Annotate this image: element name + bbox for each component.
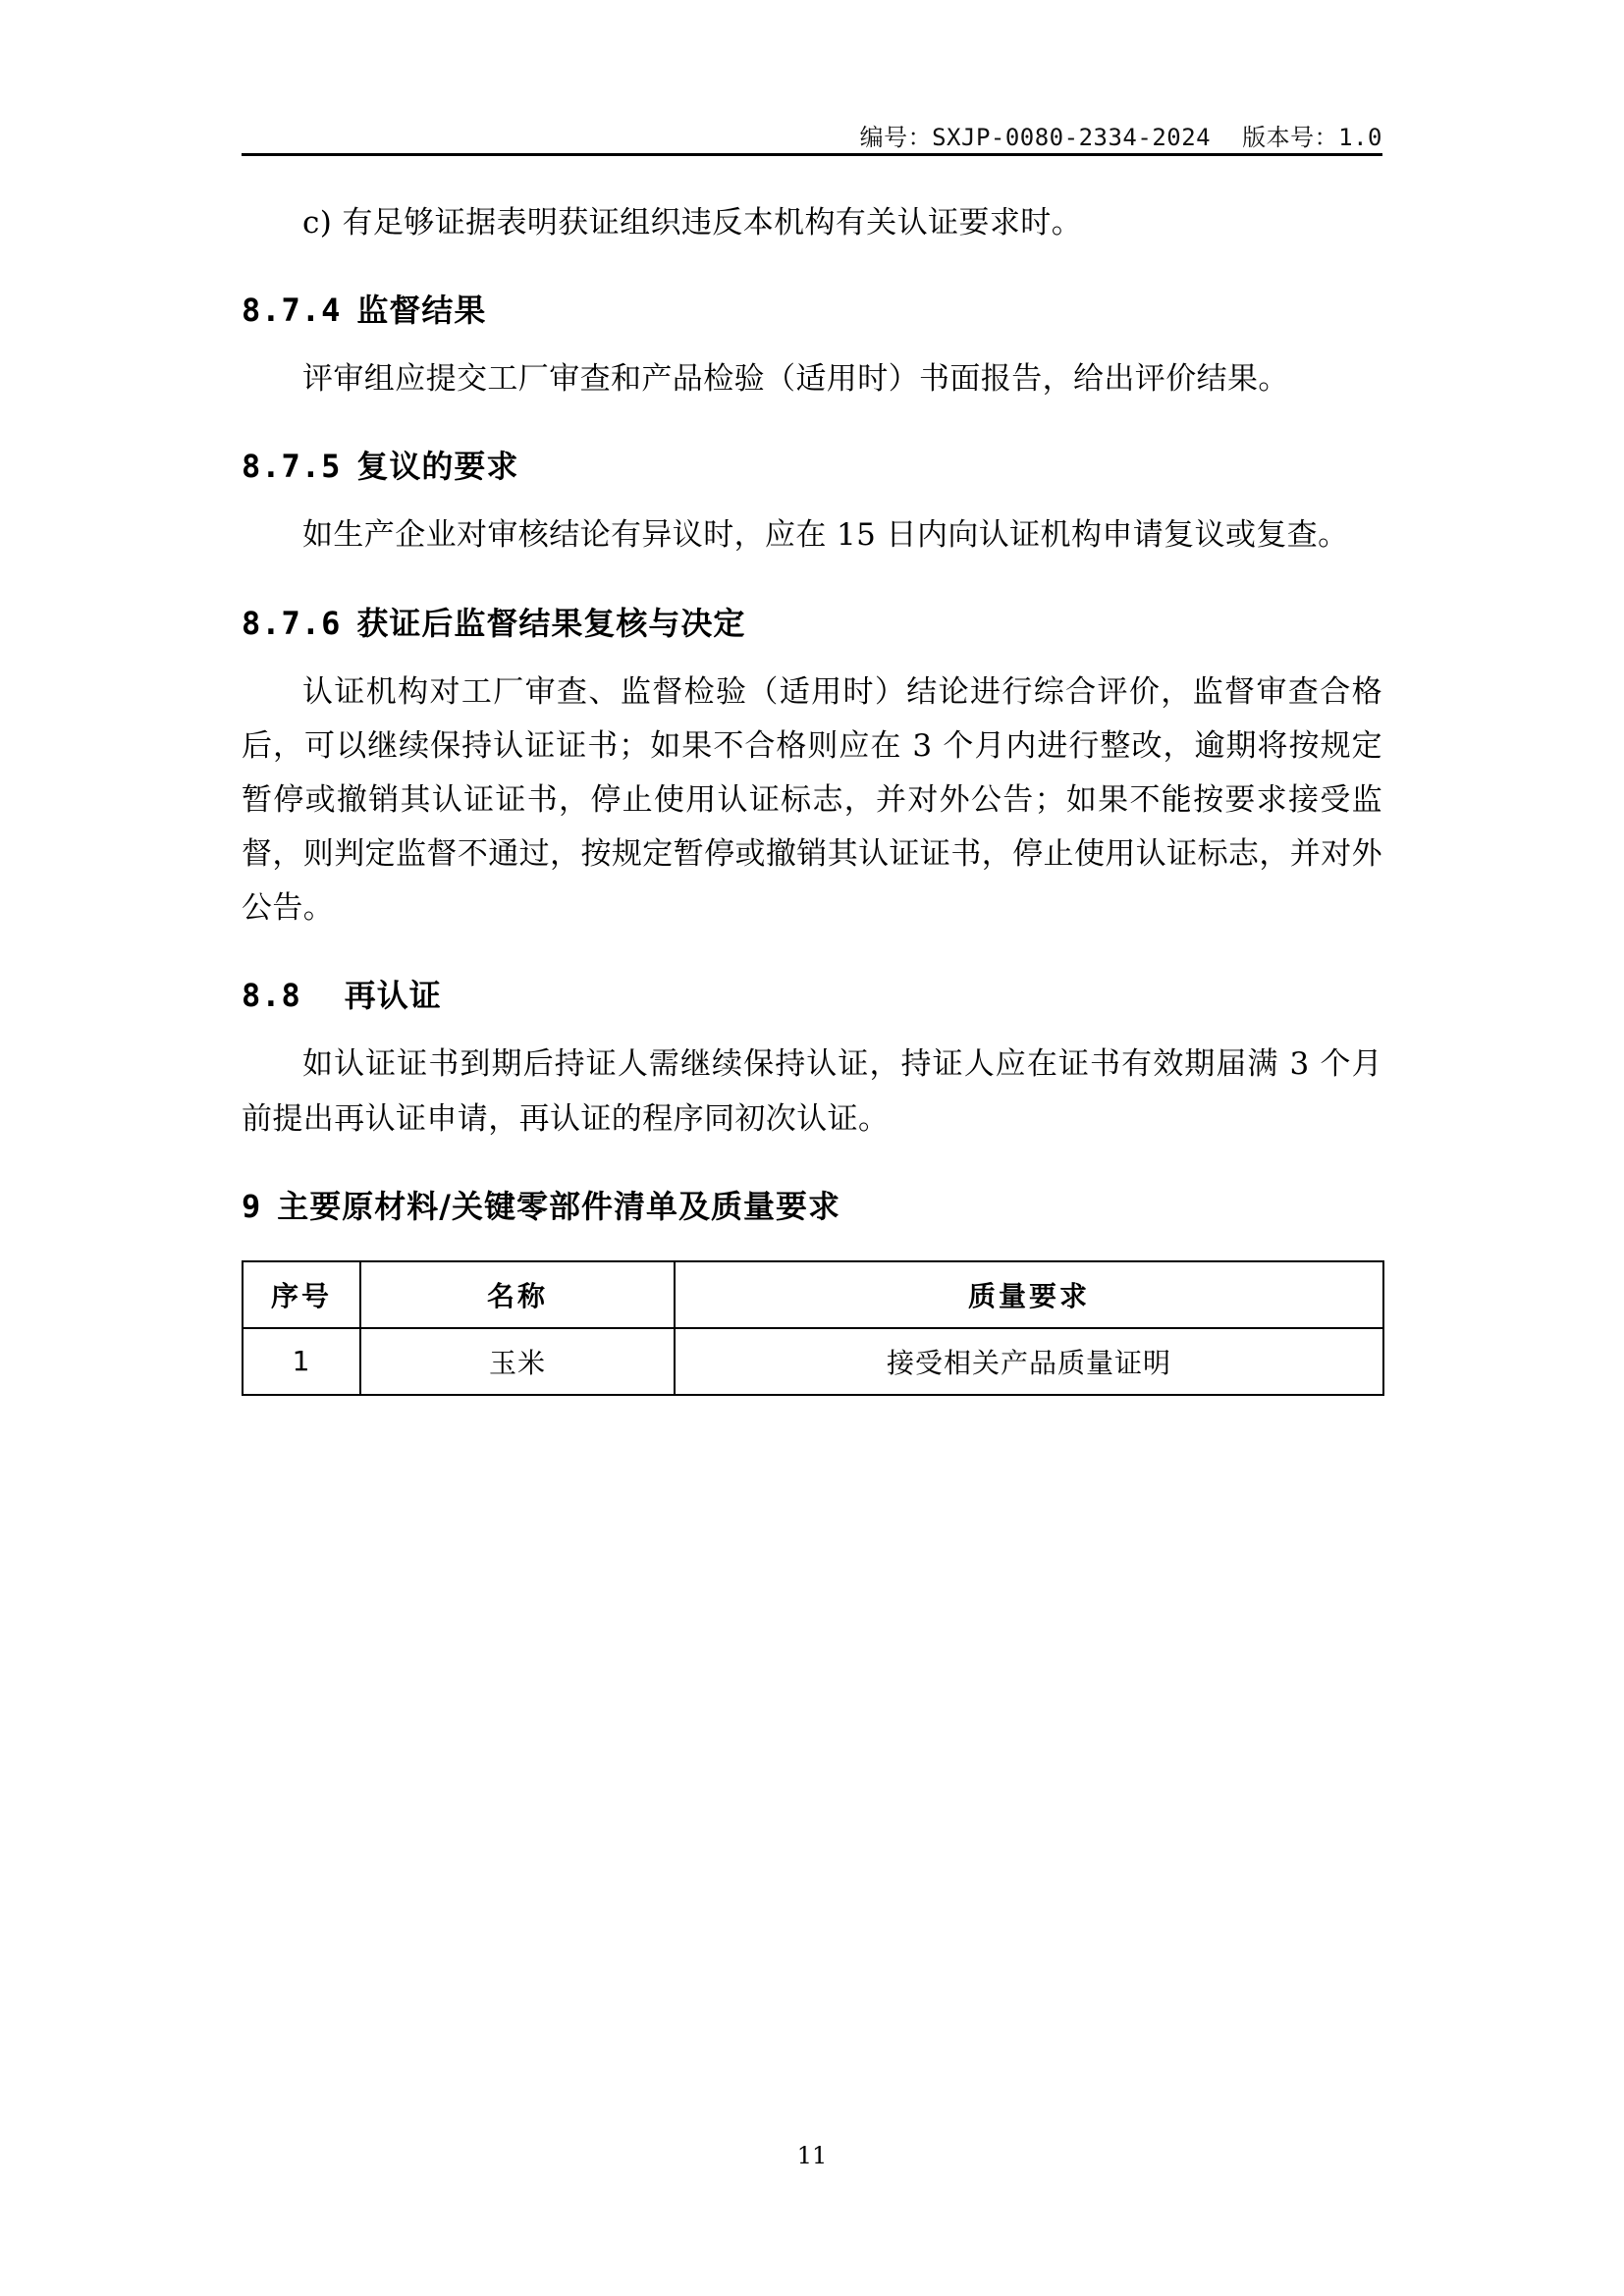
- section-title: 监督结果: [356, 292, 487, 330]
- document-version: 版本号：1.0: [1242, 124, 1382, 151]
- page-header: [242, 118, 1382, 152]
- section-title: 再认证: [344, 977, 442, 1015]
- header-divider: [242, 153, 1382, 156]
- section-title: 主要原材料/关键零部件清单及质量要求: [277, 1187, 840, 1225]
- document-number: 编号：SXJP-0080-2334-2024: [859, 124, 1212, 151]
- section-number: 8.7.5: [242, 448, 342, 486]
- section-heading-8-7-4: [242, 286, 1382, 331]
- section-number: 8.7.6: [242, 604, 342, 642]
- section-number: 9: [242, 1187, 262, 1225]
- column-header-requirement: 质量要求: [675, 1261, 1383, 1328]
- section-title: 获证后监督结果复核与决定: [356, 604, 746, 642]
- list-item-c: c) 有足够证据表明获证组织违反本机构有关认证要求时。: [302, 205, 1083, 240]
- cell-no: 1: [243, 1328, 360, 1395]
- section-paragraph: 如生产企业对审核结论有异议时，应在 15 日内向认证机构申请复议或复查。: [302, 517, 1349, 554]
- section-heading-8-8: [242, 971, 1382, 1016]
- section-heading-8-7-5: [242, 442, 1382, 487]
- section-paragraph: 认证机构对工厂审查、监督检验（适用时）结论进行综合评价，监督审查合格后，可以继续保持认证证书；如果不合格则应在 3 个月内进行整改，逾期将按规定暂停或撤销其认证证书，停止使用认证标志，并对外公告；如果不能按要求接受监督，则判定监督不通过，按规定暂停或撤销其认证证书，停止使用认证标志，并对外公告。: [242, 673, 1382, 927]
- cell-requirement: 接受相关产品质量证明: [675, 1328, 1383, 1395]
- table-row: [243, 1328, 1383, 1395]
- section-heading-8-7-6: [242, 599, 1382, 644]
- materials-table-wrapper: [242, 1260, 1382, 1396]
- section-paragraph: 如认证证书到期后持证人需继续保持认证，持证人应在证书有效期届满 3 个月前提出再认证申请，再认证的程序同初次认证。: [242, 1046, 1382, 1137]
- materials-table: [242, 1260, 1384, 1396]
- column-header-no: 序号: [243, 1261, 360, 1328]
- section-paragraph: 评审组应提交工厂审查和产品检验（适用时）书面报告，给出评价结果。: [302, 361, 1289, 398]
- section-title: 复议的要求: [356, 448, 519, 486]
- cell-name: 玉米: [360, 1328, 675, 1395]
- column-header-name: 名称: [360, 1261, 675, 1328]
- section-number: 8.8: [242, 977, 301, 1015]
- section-heading-9: [242, 1182, 1382, 1227]
- page-number: 11: [796, 2142, 828, 2169]
- document-body: [242, 196, 1382, 1396]
- section-number: 8.7.4: [242, 292, 342, 330]
- table-header-row: [243, 1261, 1383, 1328]
